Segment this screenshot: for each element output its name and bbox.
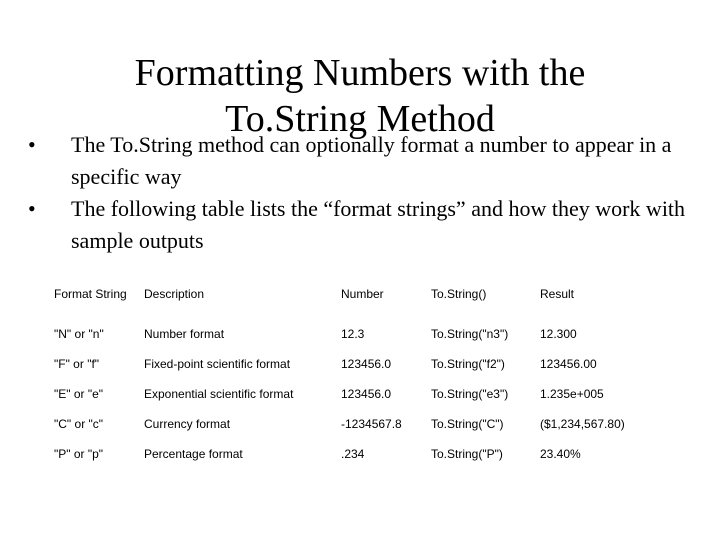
cell-tostring: To.String("C") bbox=[431, 417, 504, 431]
bullet-dot-icon: • bbox=[28, 196, 36, 221]
cell-description: Exponential scientific format bbox=[144, 387, 294, 401]
table-row bbox=[48, 447, 640, 477]
header-description: Description bbox=[144, 287, 205, 301]
cell-result: 123456.00 bbox=[540, 357, 597, 371]
cell-number: 12.3 bbox=[341, 327, 365, 341]
bullet-item bbox=[28, 193, 708, 257]
table-row bbox=[48, 387, 640, 417]
bullet-item bbox=[28, 129, 708, 193]
cell-tostring: To.String("f2") bbox=[431, 357, 505, 371]
cell-result: 23.40% bbox=[540, 447, 581, 461]
cell-result: 1.235e+005 bbox=[540, 387, 604, 401]
bullet-dot-icon: • bbox=[28, 132, 36, 157]
slide-title-line-2: To.String Method bbox=[225, 98, 495, 140]
cell-number: .234 bbox=[341, 447, 365, 461]
cell-format-string: "F" or "f" bbox=[54, 357, 100, 371]
slide-title-line-1: Formatting Numbers with the bbox=[134, 52, 586, 94]
cell-format-string: "P" or "p" bbox=[54, 447, 104, 461]
table-row bbox=[48, 417, 640, 447]
bullet-text: The following table lists the “format strings” and how they work with sample outputs bbox=[71, 196, 686, 253]
table-row bbox=[48, 327, 640, 357]
cell-result: ($1,234,567.80) bbox=[540, 417, 625, 431]
header-tostring: To.String() bbox=[431, 287, 487, 301]
cell-tostring: To.String("P") bbox=[431, 447, 503, 461]
header-result: Result bbox=[540, 287, 575, 301]
cell-number: -1234567.8 bbox=[341, 417, 402, 431]
cell-tostring: To.String("n3") bbox=[431, 327, 509, 341]
cell-description: Currency format bbox=[144, 417, 231, 431]
table-header-row bbox=[48, 280, 640, 327]
format-strings-table bbox=[48, 280, 640, 477]
table-row bbox=[48, 357, 640, 387]
bullet-list bbox=[28, 129, 708, 257]
cell-format-string: "N" or "n" bbox=[54, 327, 104, 341]
cell-number: 123456.0 bbox=[341, 387, 392, 401]
cell-description: Fixed-point scientific format bbox=[144, 357, 291, 371]
cell-description: Percentage format bbox=[144, 447, 243, 461]
cell-tostring: To.String("e3") bbox=[431, 387, 509, 401]
cell-result: 12.300 bbox=[540, 327, 577, 341]
bullet-text: The To.String method can optionally format a number to appear in a specific way bbox=[71, 132, 672, 189]
cell-format-string: "E" or "e" bbox=[54, 387, 104, 401]
header-format-string: Format String bbox=[54, 287, 127, 301]
cell-format-string: "C" or "c" bbox=[54, 417, 104, 431]
cell-description: Number format bbox=[144, 327, 225, 341]
cell-number: 123456.0 bbox=[341, 357, 392, 371]
header-number: Number bbox=[341, 287, 384, 301]
